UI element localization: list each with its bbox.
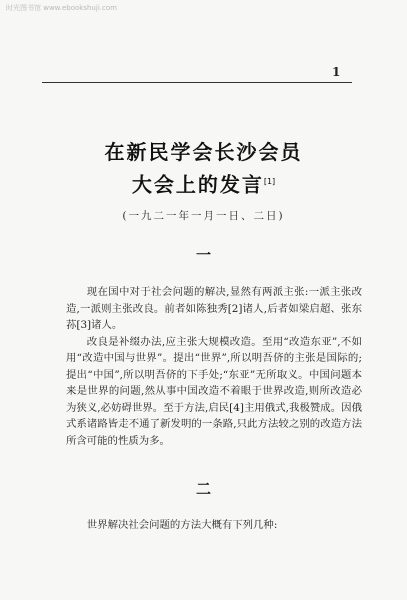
date-line: (一九二一年一月一日、二日) (122, 210, 285, 222)
section-two-paragraph: 世界解决社会问题的方法大概有下列几种: (86, 519, 278, 531)
title-line-2 (0, 167, 407, 200)
title-footnote-mark: [1] (263, 177, 276, 186)
page-number: 1 (332, 65, 341, 79)
title-line-1: 在新民学会长沙会员 (104, 140, 303, 164)
article-title (0, 138, 407, 200)
section-one-body (66, 284, 362, 449)
header-rule (42, 82, 352, 83)
title-line-2-text: 大会上的发言 (131, 172, 264, 197)
section-heading-one: 一 (195, 246, 211, 264)
paragraph-1: 现在国中对于社会问题的解决,显然有两派主张:一派主张改造,一派则主张改良。前者如陈独秀[2]诸人,后者如梁启超、张东荪[3]诸人。 (66, 286, 362, 331)
section-heading-two: 二 (195, 480, 211, 498)
paragraph-2: 改良是补缀办法,应主张大规模改造。至用“改造东亚”,不如用“改造中国与世界”。提出“世界”,所以明吾侪的主张是国际的;提出“中国”,所以明吾侪的下手处;“东亚”无所取义。中国问题本来是世界的问题,然从事中国改造不着眼于世界改造,则所改造必为狭义,必妨碍世界。至于方法,启民[4]主用俄式,我极赞成。因俄式系诸路皆走不通了新发明的一条路,只此方法较之别的改造方法所含可能的性质为多。 (66, 335, 362, 447)
watermark: 时光图书馆 www.ebookshuji.com (6, 4, 117, 12)
